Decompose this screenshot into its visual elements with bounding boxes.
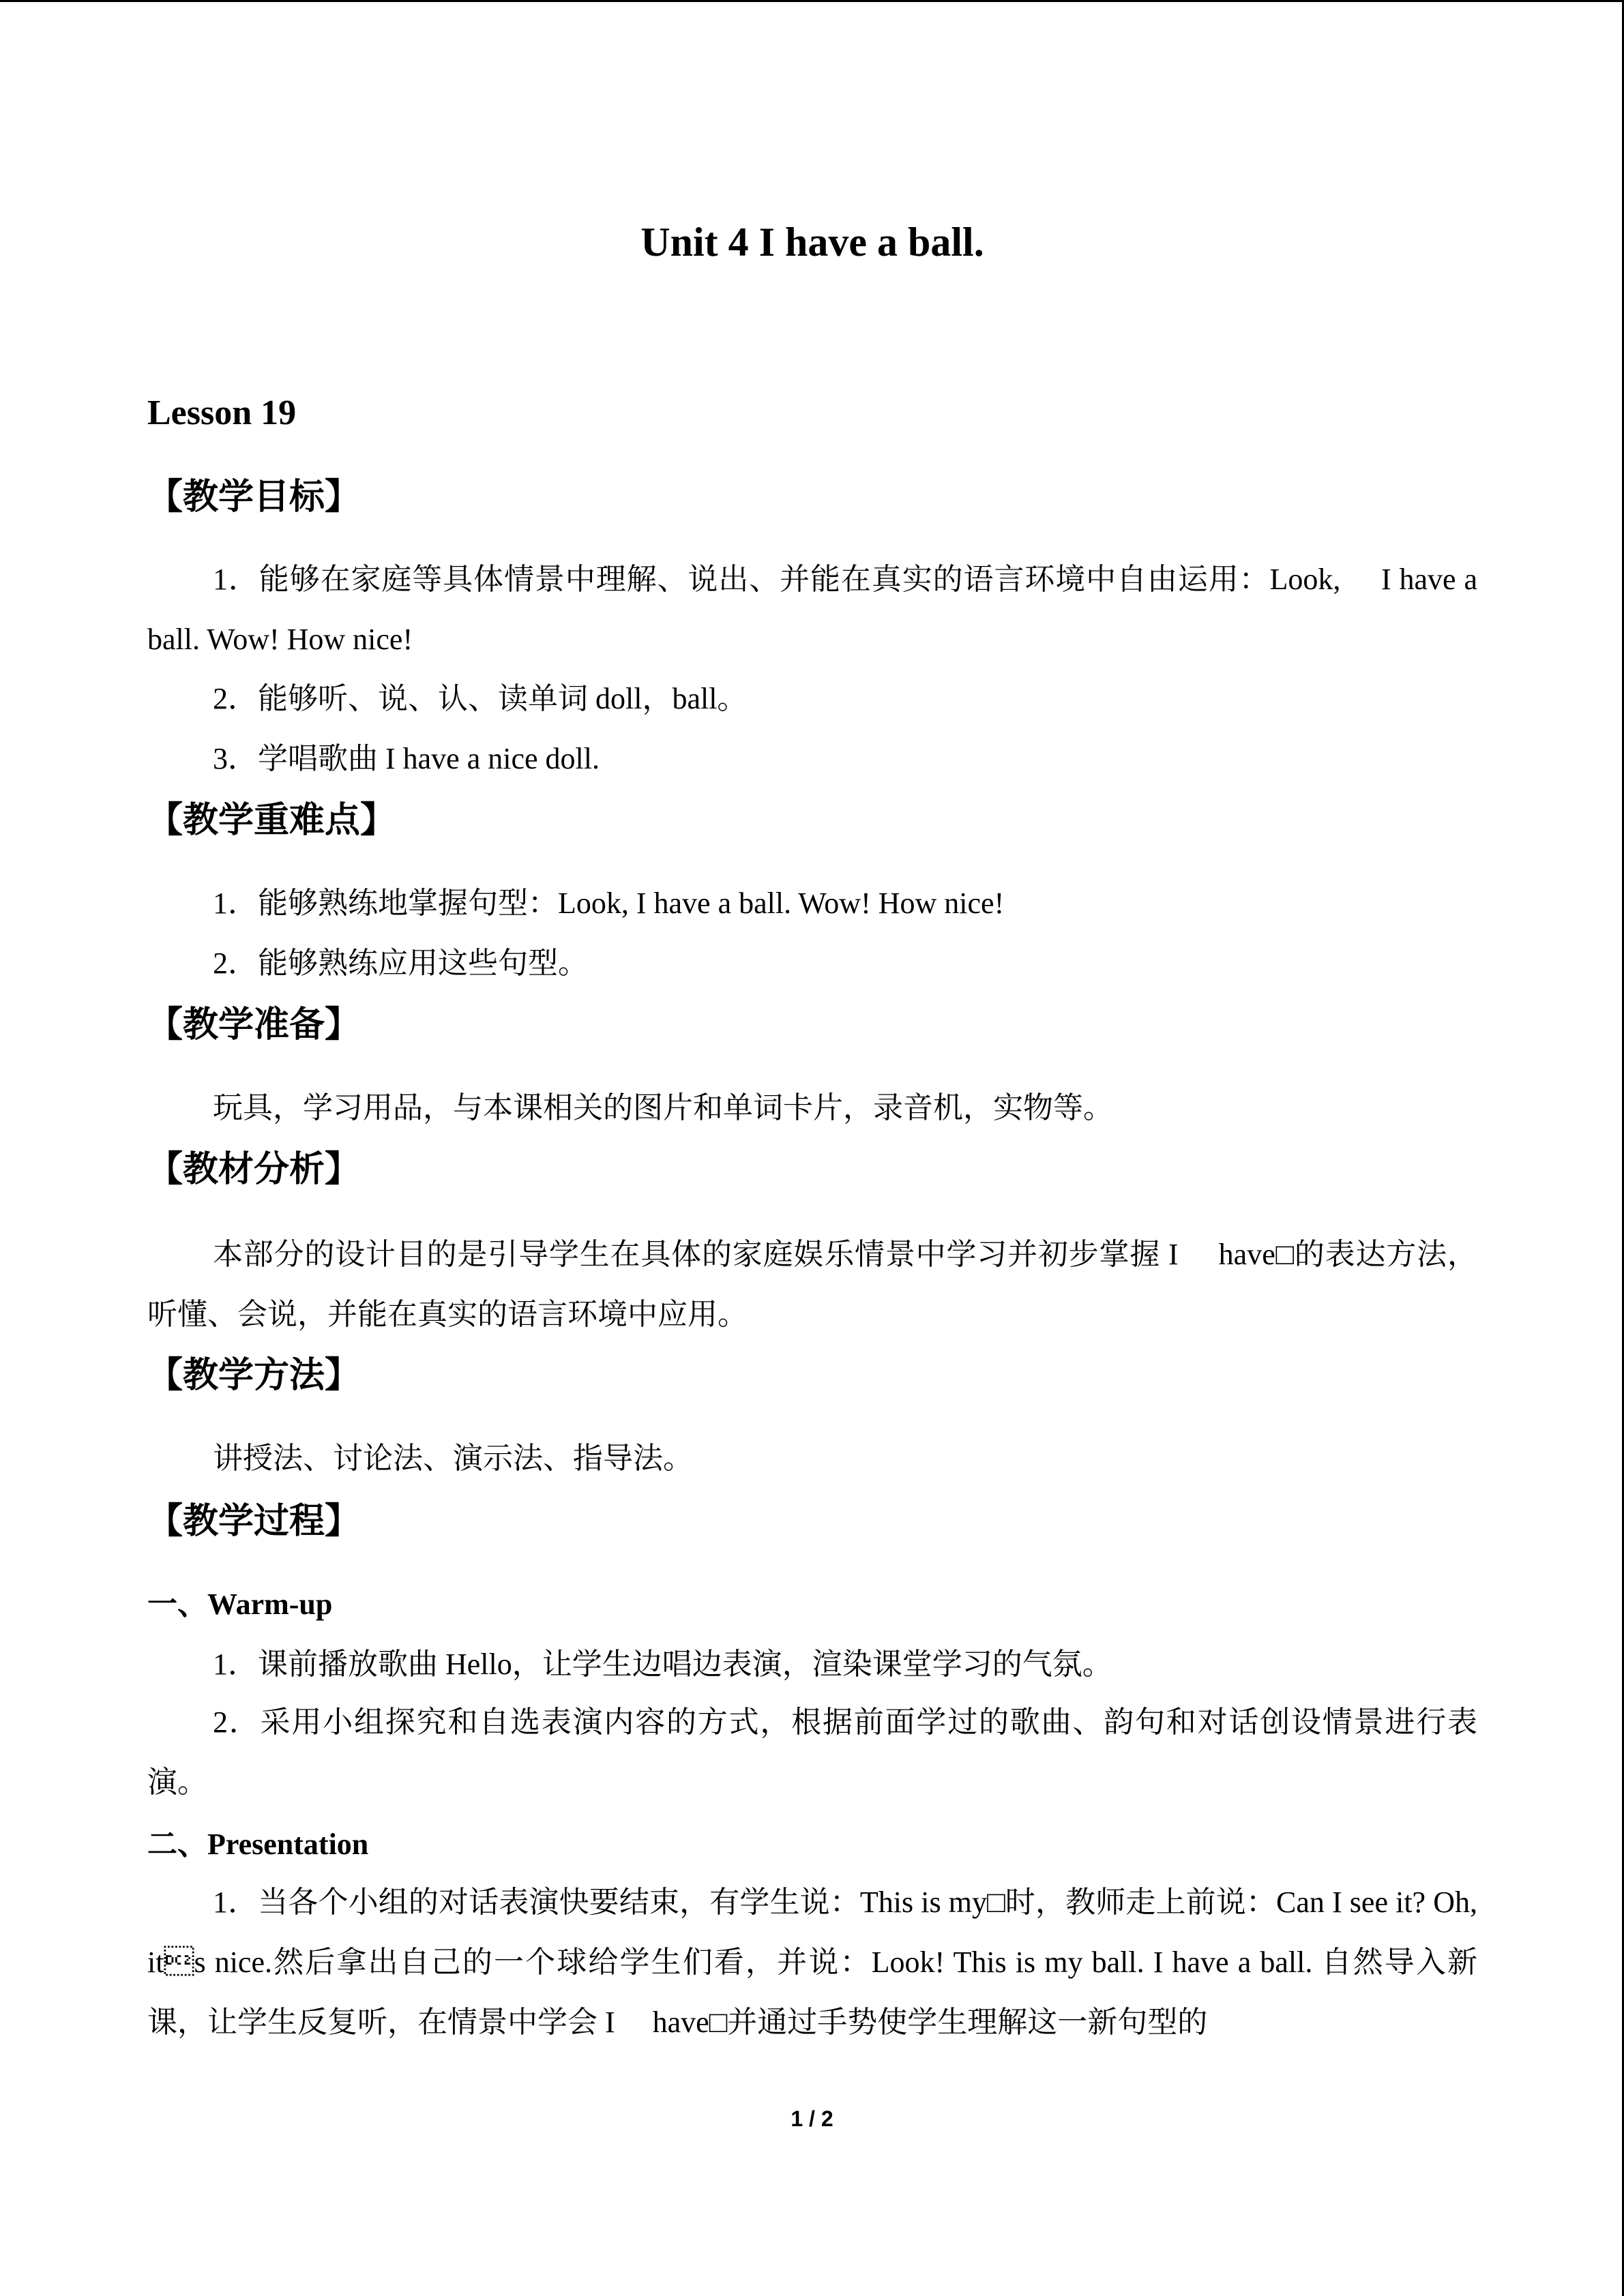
objective-item-2: 2．能够听、说、认、读单词 doll，ball。: [213, 682, 748, 715]
presentation-item-1: 1．当各个小组的对话表演快要结束，有学生说：This is my□时，教师走上前说：Can I see it? Oh, its nice.然后拿出自己的一个球给学生们看，并说：Look! This is my ball. I have a ball. 自然导入新课，让学生反复听，在情景中学会 I have□并通过手势使学生理解这一新句型的: [147, 1885, 1477, 2039]
document-title: Unit 4 I have a ball.: [640, 220, 984, 265]
key-point-item-2: 2．能够熟练应用这些句型。: [213, 946, 588, 980]
section-heading-analysis: 【教材分析】: [147, 1149, 361, 1190]
preparation-text: 玩具，学习用品，与本课相关的图片和单词卡片，录音机，实物等。: [213, 1091, 1113, 1124]
section-heading-methods: 【教学方法】: [147, 1355, 361, 1396]
warmup-item-2: 2．采用小组探究和自选表演内容的方式，根据前面学过的歌曲、韵句和对话创设情景进行表演。: [147, 1705, 1477, 1799]
section-heading-preparation: 【教学准备】: [147, 1004, 361, 1045]
warmup-item-1: 1．课前播放歌曲 Hello，让学生边唱边表演，渲染课堂学习的气氛。: [213, 1648, 1112, 1681]
section-heading-objectives: 【教学目标】: [147, 477, 361, 518]
page-number: 1 / 2: [791, 2106, 833, 2131]
key-point-item-1: 1．能够熟练地掌握句型：Look, I have a ball. Wow! How nice!: [213, 886, 1005, 920]
subsection-presentation-title: 二、Presentation: [147, 1828, 369, 1861]
methods-text: 讲授法、讨论法、演示法、指导法。: [213, 1442, 693, 1475]
objective-item-3: 3．学唱歌曲 I have a nice doll.: [213, 742, 600, 775]
analysis-text: 本部分的设计目的是引导学生在具体的家庭娱乐情景中学习并初步掌握 I have□的表达方法，听懂、会说，并能在真实的语言环境中应用。: [147, 1238, 1477, 1331]
section-heading-key-points: 【教学重难点】: [147, 800, 396, 841]
lesson-heading: Lesson 19: [147, 393, 297, 432]
subsection-warmup-title: 一、Warm-up: [147, 1587, 333, 1621]
section-heading-process: 【教学过程】: [147, 1501, 361, 1542]
objective-item-1: 1．能够在家庭等具体情景中理解、说出、并能在真实的语言环境中自由运用：Look, I have a ball. Wow! How nice!: [147, 563, 1477, 656]
